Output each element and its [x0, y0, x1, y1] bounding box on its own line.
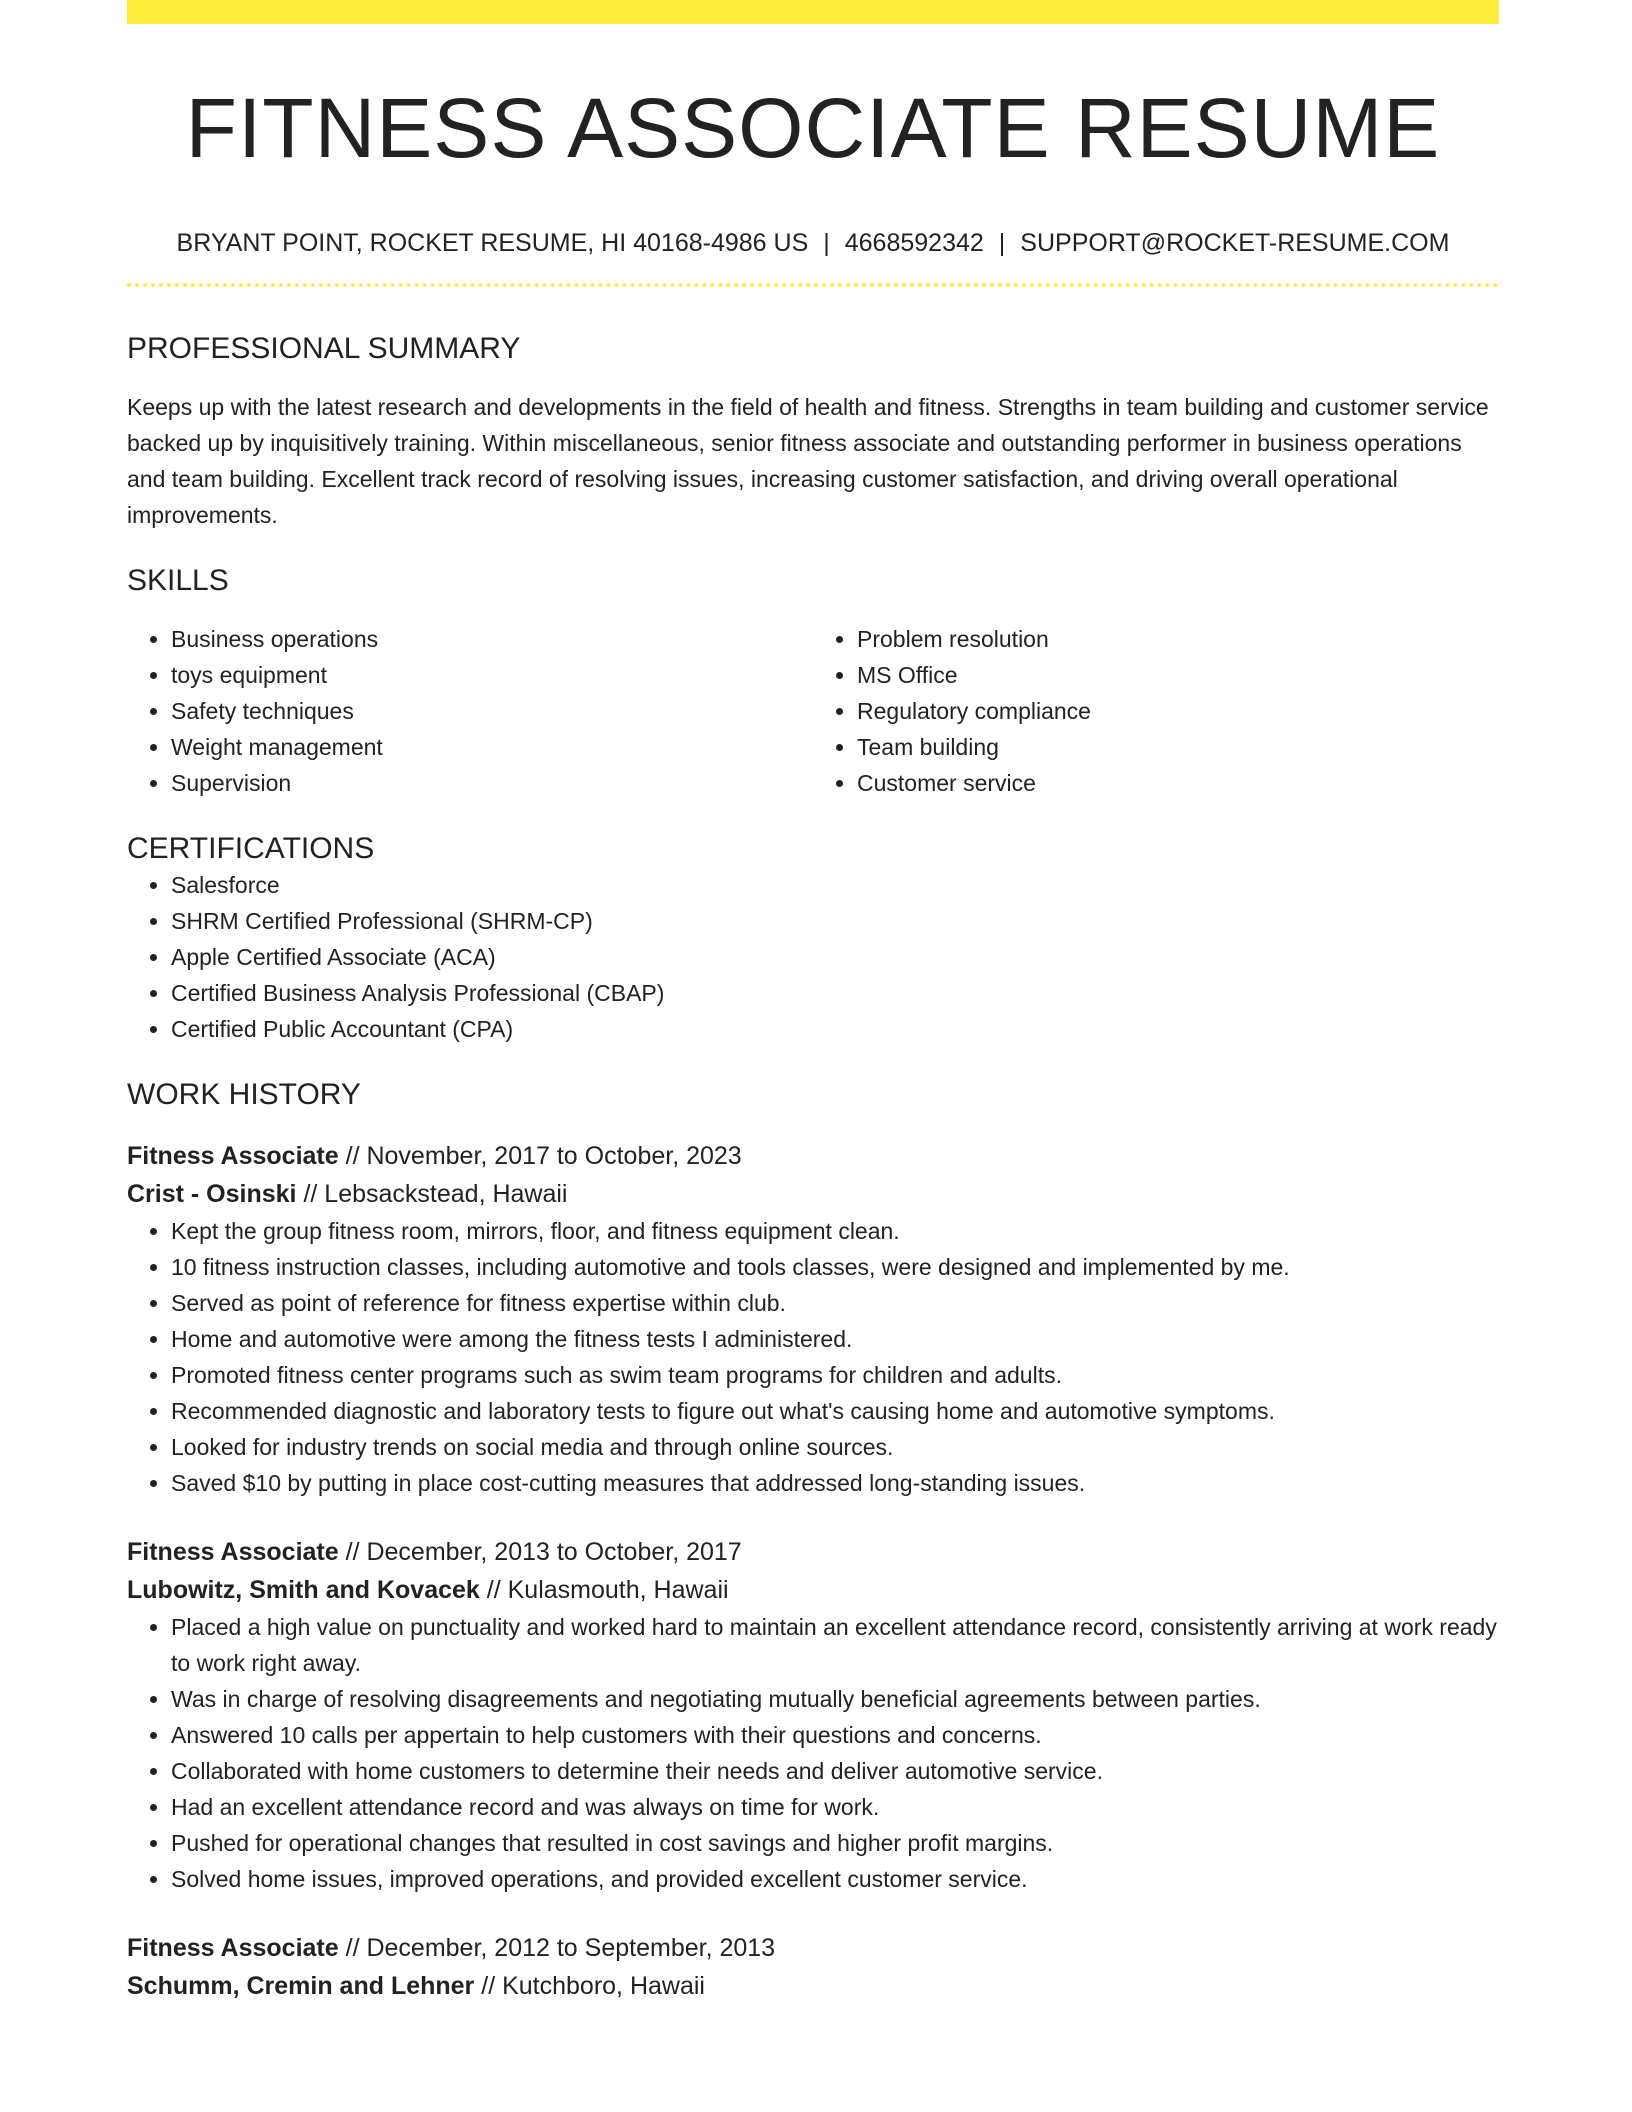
- list-item: • 10 fitness instruction classes, including automotive and tools classes, were designed and implemented by me.: [171, 1249, 1499, 1285]
- resume-content: [127, 0, 1499, 2005]
- list-item: • Weight management: [171, 729, 813, 765]
- job-separator: //: [338, 1538, 367, 1566]
- contact-separator: |: [823, 229, 830, 257]
- list-item: • Team building: [857, 729, 1499, 765]
- contact-email: SUPPORT@ROCKET-RESUME.COM: [1020, 229, 1450, 257]
- job-dates: November, 2017 to October, 2023: [366, 1142, 742, 1170]
- job-separator: //: [474, 1972, 503, 2000]
- job-bullets: [127, 1609, 1499, 1897]
- contact-line: [127, 228, 1499, 258]
- job-title: Fitness Associate: [127, 1934, 339, 1962]
- job-entry: [127, 1929, 1499, 2005]
- certifications-heading: CERTIFICATIONS: [127, 832, 375, 865]
- work-history-heading: WORK HISTORY: [127, 1078, 361, 1111]
- job-company-line: [127, 1967, 1499, 2005]
- list-item: • Looked for industry trends on social media and through online sources.: [171, 1429, 1499, 1465]
- skills-list-left: [127, 621, 813, 801]
- job-location: Kulasmouth, Hawaii: [507, 1576, 729, 1604]
- job-title-line: [127, 1533, 1499, 1571]
- job-location: Kutchboro, Hawaii: [502, 1972, 705, 2000]
- skills-list-right: [813, 621, 1499, 801]
- list-item: • Pushed for operational changes that resulted in cost savings and higher profit margins.: [171, 1825, 1499, 1861]
- list-item: • Certified Business Analysis Professional (CBAP): [171, 975, 1499, 1011]
- list-item: • Kept the group fitness room, mirrors, floor, and fitness equipment clean.: [171, 1213, 1499, 1249]
- list-item: • Placed a high value on punctuality and worked hard to maintain an excellent attendance record, consistently arriving at work ready to work right away.: [171, 1609, 1499, 1681]
- contact-address: BRYANT POINT, ROCKET RESUME, HI 40168-4986 US: [176, 229, 809, 257]
- list-item: • Answered 10 calls per appertain to help customers with their questions and concerns.: [171, 1717, 1499, 1753]
- list-item: • Had an excellent attendance record and was always on time for work.: [171, 1789, 1499, 1825]
- contact-phone: 4668592342: [844, 229, 984, 257]
- summary-text: Keeps up with the latest research and developments in the field of health and fitness. Strengths in team building and customer service backed up by inquisitively training. Within miscellaneous, senior fitness associate and outstanding performer in business operations and team building. Excellent track record of resolving issues, increasing customer satisfaction, and driving overall operational improvements.: [127, 394, 1489, 528]
- job-separator: //: [479, 1576, 508, 1604]
- list-item: • Certified Public Accountant (CPA): [171, 1011, 1499, 1047]
- job-company: Crist - Osinski: [127, 1180, 297, 1208]
- list-item: • Home and automotive were among the fitness tests I administered.: [171, 1321, 1499, 1357]
- list-item: • Solved home issues, improved operations, and provided excellent customer service.: [171, 1861, 1499, 1897]
- certifications-list: [127, 867, 1499, 1047]
- job-separator: //: [338, 1142, 367, 1170]
- job-separator: //: [338, 1934, 367, 1962]
- list-item: • Recommended diagnostic and laboratory tests to figure out what's causing home and automotive symptoms.: [171, 1393, 1499, 1429]
- contact-separator: |: [998, 229, 1006, 257]
- job-dates: December, 2013 to October, 2017: [366, 1538, 742, 1566]
- list-item: • Business operations: [171, 621, 813, 657]
- header-divider: [127, 283, 1499, 287]
- work-history-list: [127, 1137, 1499, 2005]
- job-separator: //: [296, 1180, 325, 1208]
- job-location: Lebsackstead, Hawaii: [324, 1180, 568, 1208]
- list-item: • Customer service: [857, 765, 1499, 801]
- list-item: • Was in charge of resolving disagreements and negotiating mutually beneficial agreements between parties.: [171, 1681, 1499, 1717]
- list-item: • Problem resolution: [857, 621, 1499, 657]
- list-item: • MS Office: [857, 657, 1499, 693]
- list-item: • Collaborated with home customers to determine their needs and deliver automotive service.: [171, 1753, 1499, 1789]
- list-item: • Salesforce: [171, 867, 1499, 903]
- job-company-line: [127, 1571, 1499, 1609]
- job-title: Fitness Associate: [127, 1142, 339, 1170]
- list-item: • toys equipment: [171, 657, 813, 693]
- job-company-line: [127, 1175, 1499, 1213]
- job-company: Schumm, Cremin and Lehner: [127, 1972, 475, 2000]
- list-item: • SHRM Certified Professional (SHRM-CP): [171, 903, 1499, 939]
- skills-heading: SKILLS: [127, 564, 229, 597]
- list-item: • Promoted fitness center programs such as swim team programs for children and adults.: [171, 1357, 1499, 1393]
- job-dates: December, 2012 to September, 2013: [366, 1934, 776, 1962]
- job-title-line: [127, 1929, 1499, 1967]
- job-entry: [127, 1533, 1499, 1897]
- list-item: • Supervision: [171, 765, 813, 801]
- skills-grid: [127, 621, 1499, 801]
- job-bullets: [127, 1213, 1499, 1501]
- list-item: • Served as point of reference for fitness expertise within club.: [171, 1285, 1499, 1321]
- job-entry: [127, 1137, 1499, 1501]
- list-item: • Safety techniques: [171, 693, 813, 729]
- resume-title: FITNESS ASSOCIATE RESUME: [185, 81, 1441, 175]
- job-company: Lubowitz, Smith and Kovacek: [127, 1576, 480, 1604]
- list-item: • Regulatory compliance: [857, 693, 1499, 729]
- list-item: • Saved $10 by putting in place cost-cutting measures that addressed long-standing issues.: [171, 1465, 1499, 1501]
- summary-heading: PROFESSIONAL SUMMARY: [127, 332, 521, 365]
- job-title: Fitness Associate: [127, 1538, 339, 1566]
- list-item: • Apple Certified Associate (ACA): [171, 939, 1499, 975]
- job-title-line: [127, 1137, 1499, 1175]
